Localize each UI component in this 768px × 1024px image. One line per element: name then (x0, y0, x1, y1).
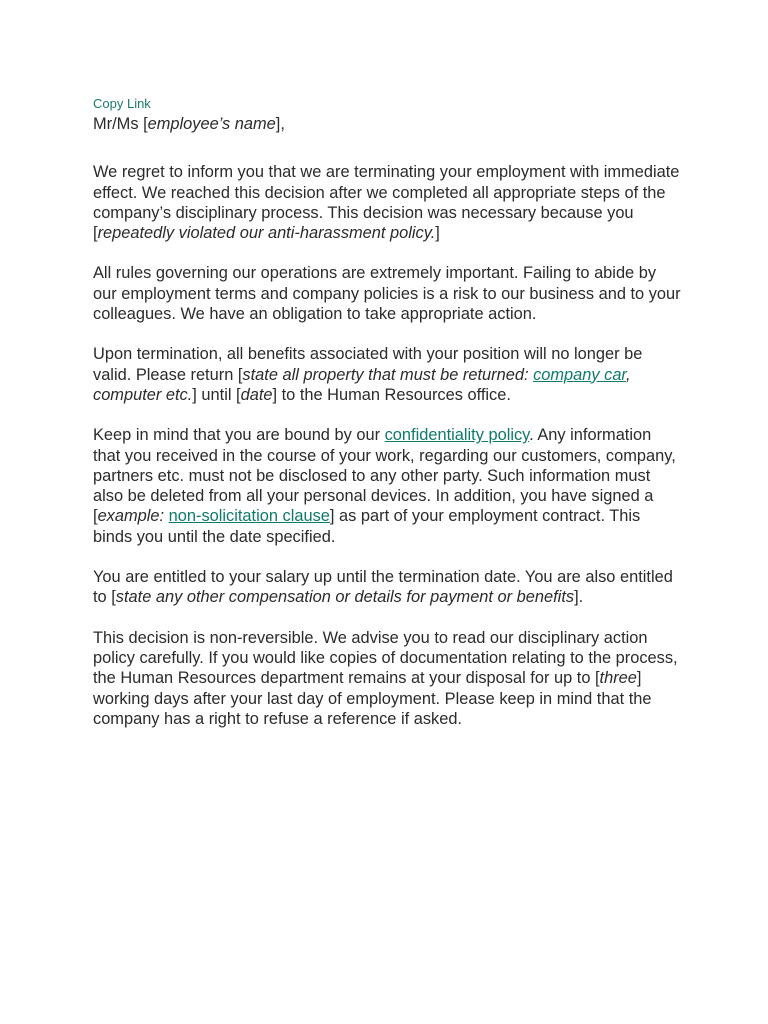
paragraph4-text-a: Keep in mind that you are bound by our (93, 426, 385, 445)
example-placeholder: example: (97, 507, 165, 526)
salutation-suffix: ], (275, 115, 285, 133)
date-placeholder: date (240, 385, 273, 404)
days-placeholder: three (599, 669, 637, 688)
copy-link-button[interactable]: Copy Link (93, 96, 151, 111)
paragraph1-suffix: ] (435, 224, 440, 243)
paragraph6-text-a: This decision is non-reversible. We advise you to read our disciplinary action policy carefully. If you would like copies of documentation relating to the process, the Human Resources department remains at your disposal for up to [ (93, 628, 678, 688)
paragraph-rules (93, 263, 683, 324)
property-placeholder-rest: , computer etc. (93, 365, 631, 404)
paragraph3-text-a: Upon termination, all benefits associated with your position will no longer be valid. Please return [ (93, 345, 643, 384)
paragraph-termination-notice (93, 162, 683, 243)
paragraph3-text-c: ] to the Human Resources office. (272, 385, 511, 404)
non-solicitation-clause-link[interactable]: non-solicitation clause (168, 507, 330, 526)
confidentiality-policy-link[interactable]: confidentiality policy (384, 426, 530, 445)
paragraph-confidentiality (93, 425, 683, 547)
salutation (93, 114, 683, 134)
company-car-link[interactable]: company car (533, 365, 626, 384)
paragraph5-text-b: ]. (574, 588, 584, 607)
paragraph6-text-b: ] working days after your last day of employment. Please keep in mind that the company has a right to refuse a reference if asked. (93, 669, 652, 728)
paragraph2-text: All rules governing our operations are extremely important. Failing to abide by our employment terms and company policies is a risk to our business and to your colleagues. We have an obligation to take appropriate action. (93, 264, 681, 324)
paragraph3-text-b: ] until [ (192, 385, 241, 404)
paragraph-benefits (93, 344, 683, 405)
document-page (93, 96, 683, 729)
salutation-prefix: Mr/Ms [ (93, 115, 148, 133)
paragraph4-text-c: ] as part of your employment contract. This binds you until the date specified. (93, 507, 641, 546)
compensation-placeholder: state any other compensation or details for payment or benefits (115, 588, 575, 607)
paragraph-non-reversible (93, 628, 683, 729)
paragraph1-text: We regret to inform you that we are terminating your employment with immediate effect. We reached this decision after we completed all appropriate steps of the company’s disciplinary process. This decision was necessary because you [ (93, 163, 680, 243)
reason-placeholder: repeatedly violated our anti-harassment policy. (97, 224, 436, 243)
paragraph5-text-a: You are entitled to your salary up until the termination date. You are also entitled to [ (93, 568, 673, 607)
employee-name-placeholder: employee’s name (147, 115, 276, 133)
property-placeholder: state all property that must be returned: (242, 365, 534, 384)
paragraph-salary (93, 567, 683, 608)
paragraph4-text-b: . Any information that you received in the course of your work, regarding our customers, company, partners etc. must not be disclosed to any other party. Such information must also be deleted from all your personal devices. In addition, you have signed a [ (93, 426, 676, 526)
